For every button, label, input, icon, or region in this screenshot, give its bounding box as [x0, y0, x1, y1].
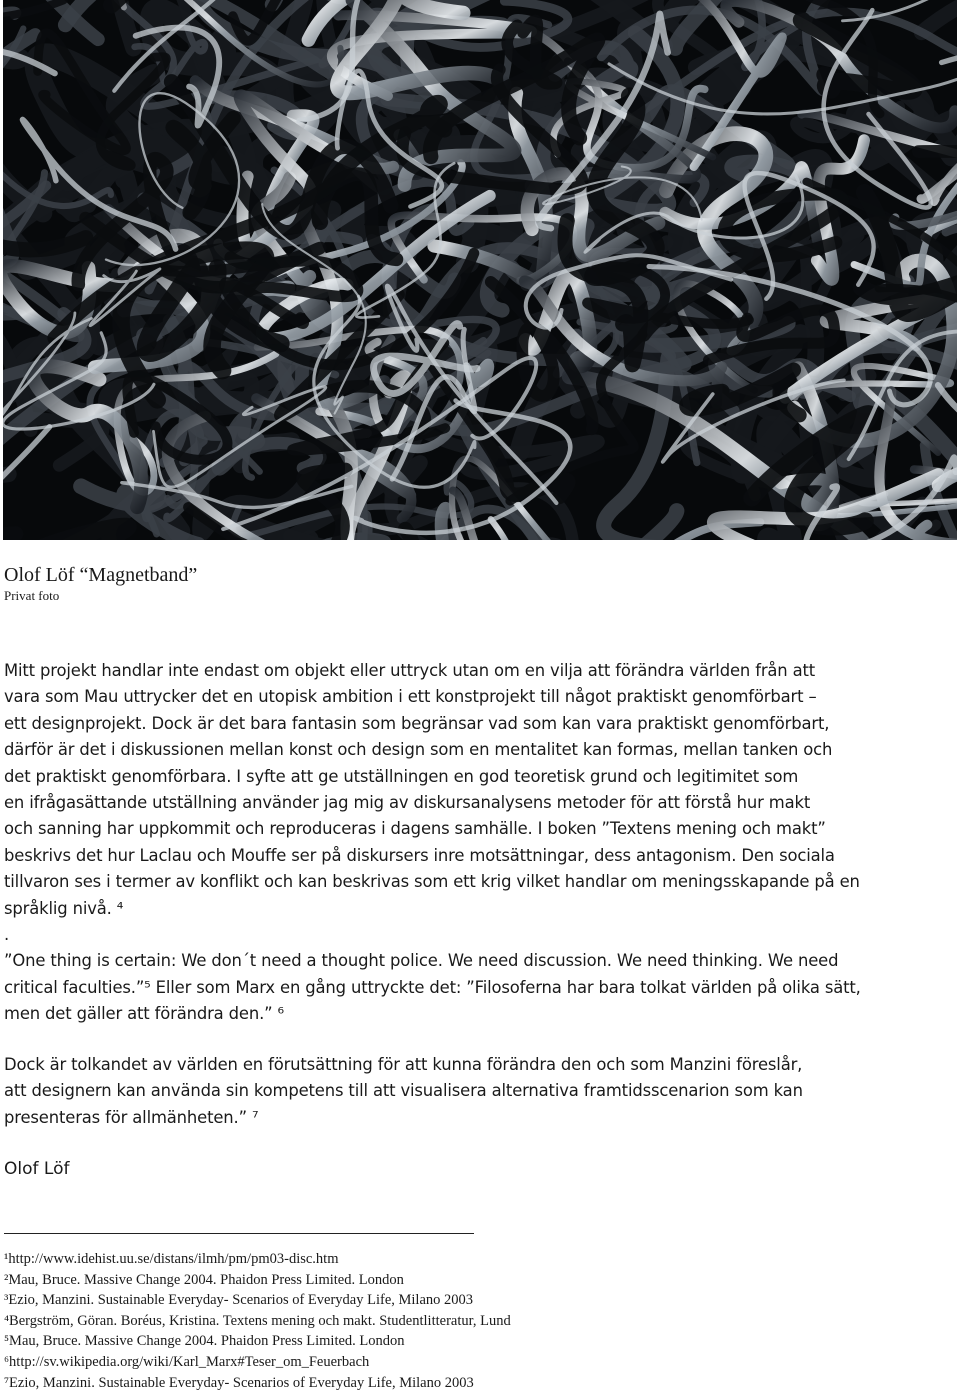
- text-line: språklig nivå. ⁴: [4, 898, 124, 918]
- footnote: ³Ezio, Manzini. Sustainable Everyday- Scenarios of Everyday Life, Milano 2003: [4, 1292, 474, 1309]
- paragraph-gap: [4, 1028, 958, 1052]
- caption-credit: Privat foto: [4, 588, 60, 603]
- text-line: vara som Mau uttrycker det en utopisk ambition i ett konstprojekt till något praktiskt genomförbart –: [4, 687, 817, 707]
- text-line: att designern kan använda sin kompetens till att visualisera alternativa framtidsscenarion som kan: [4, 1081, 803, 1101]
- photo-caption: [4, 563, 197, 604]
- text-line: Dock är tolkandet av världen en förutsättning för att kunna förändra den och som Manzini föreslår,: [4, 1054, 803, 1074]
- text-line: ”One thing is certain: We don´t need a thought police. We need discussion. We need thinking. We need: [4, 951, 839, 971]
- footnote: ⁵Mau, Bruce. Massive Change 2004. Phaidon Press Limited. London: [4, 1333, 405, 1350]
- text-line: Mitt projekt handlar inte endast om objekt eller uttryck utan om en vilja att förändra världen från att: [4, 661, 816, 680]
- text-line: critical faculties.”⁵ Eller som Marx en gång uttryckte det: ”Filosoferna har bara tolkat världen på olika sätt,: [4, 977, 861, 997]
- text-line: en ifrågasättande utställning använder jag mig av diskursanalysens metoder för att förstå hur makt: [4, 793, 811, 813]
- text-line: men det gäller att förändra den.” ⁶: [4, 1004, 284, 1024]
- film-ribbons-photo: [3, 0, 957, 540]
- film-ribbons-image: [3, 0, 957, 540]
- paragraph-1: [4, 658, 958, 1028]
- caption-title: Olof Löf “Magnetband”: [4, 564, 198, 586]
- text-line: ett designprojekt. Dock är det bara fantasin som begränsar vad som kan vara praktiskt genomförbart,: [4, 713, 830, 733]
- body-text: [4, 658, 958, 1131]
- text-line: och sanning har uppkommit och reproduceras i dagens samhälle. I boken ”Textens mening och makt”: [4, 819, 826, 839]
- text-line: därför är det i diskussionen mellan konst och design som en mentalitet kan formas, mellan tanken och: [4, 740, 833, 760]
- paragraph-2: [4, 1052, 958, 1131]
- footnote: ¹http://www.idehist.uu.se/distans/ilmh/pm/pm03-disc.htm: [4, 1251, 339, 1267]
- text-line: beskrivs det hur Laclau och Mouffe ser på diskursers inre motsättningar, dess antagonism. Den sociala: [4, 845, 835, 865]
- footnote-divider: [4, 1233, 474, 1234]
- footnotes: [4, 1249, 511, 1393]
- footnote: ⁴Bergström, Göran. Boréus, Kristina. Textens mening och makt. Studentlitteratur, Lund: [4, 1312, 511, 1329]
- author-signature: Olof Löf: [4, 1159, 70, 1179]
- footnote: ⁷Ezio, Manzini. Sustainable Everyday- Scenarios of Everyday Life, Milano 2003: [4, 1374, 474, 1391]
- footnote: ⁶http://sv.wikipedia.org/wiki/Karl_Marx#Teser_om_Feuerbach: [4, 1353, 370, 1370]
- text-line: .: [4, 925, 10, 945]
- text-line: tillvaron ses i termer av konflikt och kan beskrivas som ett krig vilket handlar om meningsskapande på en: [4, 872, 860, 892]
- text-line: det praktiskt genomförbara. I syfte att ge utställningen en god teoretisk grund och legitimitet som: [4, 766, 799, 786]
- footnote: ²Mau, Bruce. Massive Change 2004. Phaidon Press Limited. London: [4, 1271, 404, 1288]
- text-line: presenteras för allmänheten.” ⁷: [4, 1107, 259, 1127]
